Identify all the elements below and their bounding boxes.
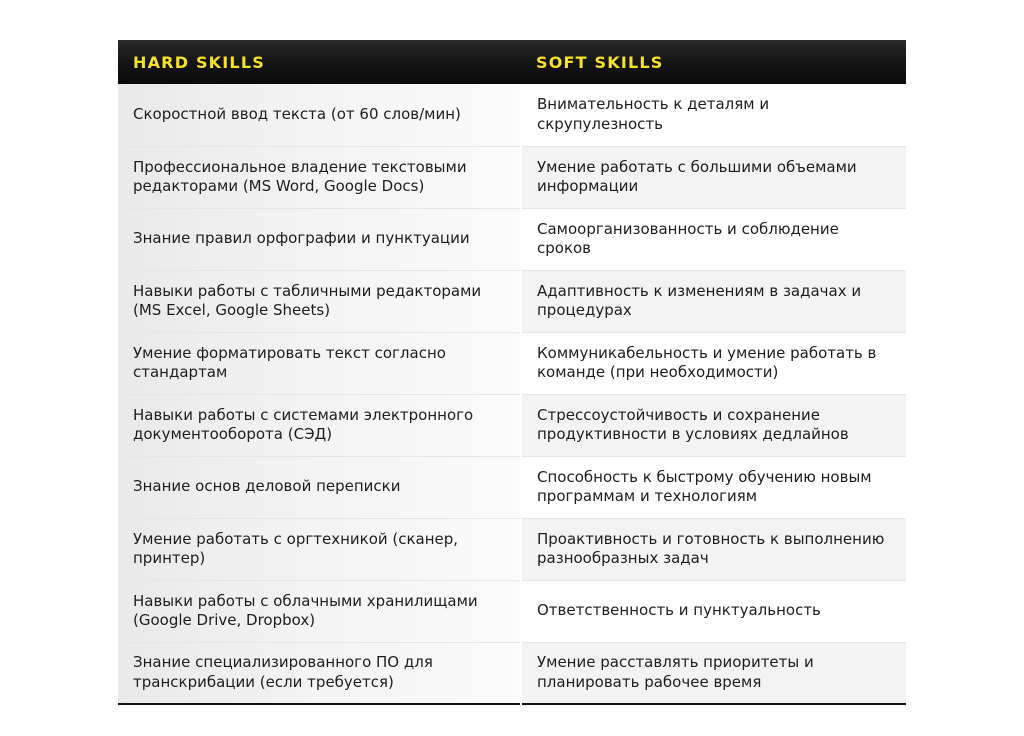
hard-skill-cell: Умение форматировать текст согласно стандартам: [118, 332, 521, 394]
hard-skill-cell: Умение работать с оргтехникой (сканер, принтер): [118, 518, 521, 580]
table-body: [118, 84, 906, 704]
soft-skill-cell: Стрессоустойчивость и сохранение продуктивности в условиях дедлайнов: [521, 394, 906, 456]
hard-skill-cell: Знание основ деловой переписки: [118, 456, 521, 518]
table-row: [118, 580, 906, 642]
table-header: [118, 40, 906, 84]
soft-skill-cell: Способность к быстрому обучению новым программам и технологиям: [521, 456, 906, 518]
hard-skill-cell: Навыки работы с табличными редакторами (MS Excel, Google Sheets): [118, 270, 521, 332]
table-row: [118, 208, 906, 270]
soft-skill-cell: Умение расставлять приоритеты и планировать рабочее время: [521, 642, 906, 704]
header-soft-skills: SOFT SKILLS: [521, 40, 906, 84]
table-row: [118, 146, 906, 208]
soft-skill-cell: Проактивность и готовность к выполнению разнообразных задач: [521, 518, 906, 580]
soft-skill-cell: Внимательность к деталям и скрупулезность: [521, 84, 906, 146]
table-row: [118, 332, 906, 394]
hard-skill-cell: Навыки работы с системами электронного документооборота (СЭД): [118, 394, 521, 456]
table-row: [118, 518, 906, 580]
header-hard-skills: HARD SKILLS: [118, 40, 521, 84]
skills-table: [118, 40, 906, 705]
table-row: [118, 270, 906, 332]
hard-skill-cell: Знание специализированного ПО для транскрибации (если требуется): [118, 642, 521, 704]
table-row: [118, 394, 906, 456]
soft-skill-cell: Адаптивность к изменениям в задачах и процедурах: [521, 270, 906, 332]
hard-skill-cell: Знание правил орфографии и пунктуации: [118, 208, 521, 270]
table-row: [118, 456, 906, 518]
soft-skill-cell: Умение работать с большими объемами информации: [521, 146, 906, 208]
table-row: [118, 642, 906, 704]
table-row: [118, 84, 906, 146]
hard-skill-cell: Скоростной ввод текста (от 60 слов/мин): [118, 84, 521, 146]
soft-skill-cell: Самоорганизованность и соблюдение сроков: [521, 208, 906, 270]
soft-skill-cell: Коммуникабельность и умение работать в команде (при необходимости): [521, 332, 906, 394]
hard-skill-cell: Навыки работы с облачными хранилищами (Google Drive, Dropbox): [118, 580, 521, 642]
soft-skill-cell: Ответственность и пунктуальность: [521, 580, 906, 642]
header-row: [118, 40, 906, 84]
hard-skill-cell: Профессиональное владение текстовыми редакторами (MS Word, Google Docs): [118, 146, 521, 208]
